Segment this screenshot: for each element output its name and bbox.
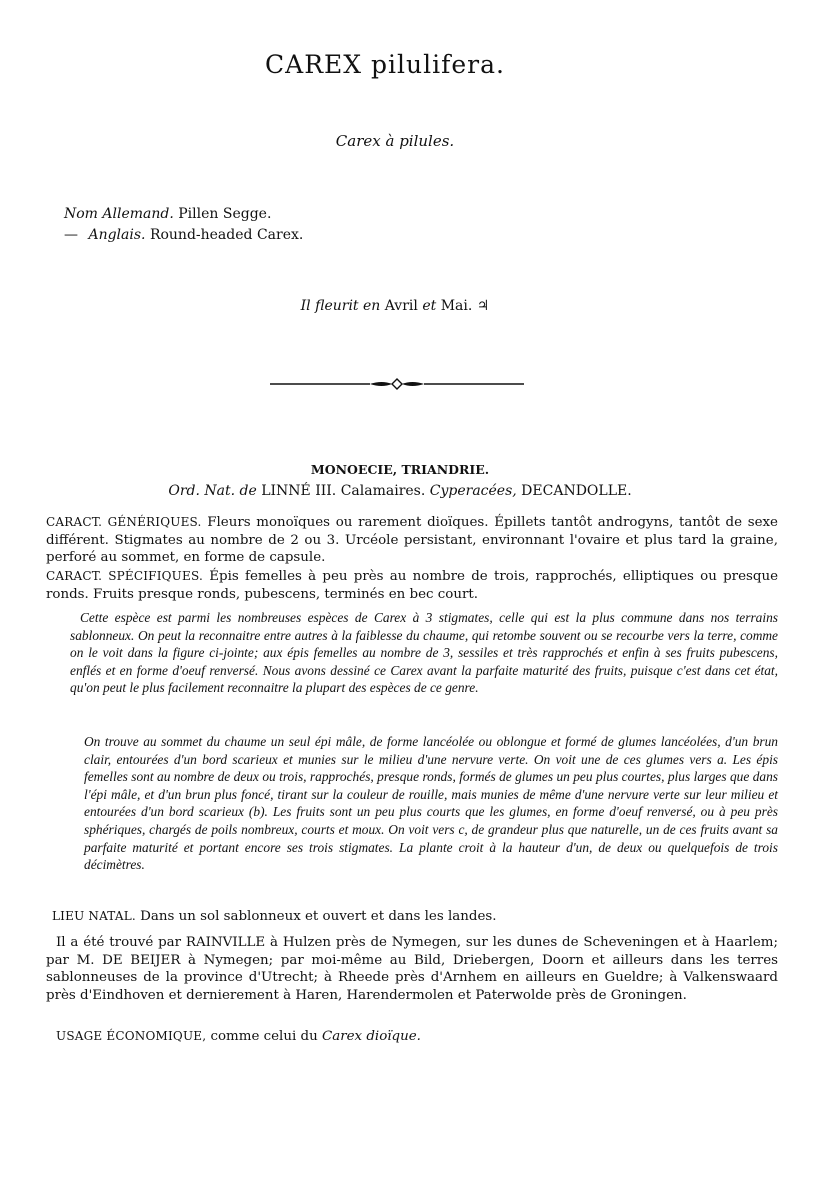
family-name: Cyperacées, — [429, 483, 517, 499]
page-title — [0, 50, 770, 79]
german-label: Nom Allemand. — [64, 206, 174, 222]
title-genus: CAREX — [265, 50, 363, 79]
native-habitat-label: LIEU NATAL. — [52, 909, 136, 923]
specific-characters-text: Épis femelles à peu près au nombre de trois, rapprochés, elliptiques ou presque ronds. Fruits presque ronds, pubescens, terminés en bec court. — [46, 569, 778, 602]
generic-characters-label: CARACT. GÉNÉRIQUES. — [46, 515, 202, 529]
flowering-conj: et — [422, 298, 437, 314]
economic-use-reference: Carex dioïque. — [321, 1029, 421, 1044]
decandolle-name: DECANDOLLE. — [521, 483, 632, 499]
subtitle: Carex à pilules. — [335, 132, 455, 150]
localities-paragraph: Il a été trouvé par RAINVILLE à Hulzen près de Nymegen, sur les dunes de Scheveningen et à Haarlem; par M. DE BEIJER à Nymegen; par moi-même au Bild, Driebergen, Doorn et ailleurs dans les terres sablonneuses de la province d'Utrecht; à Rheede près d'Arnhem en ailleurs en Gueldre; à Valkenswaard près d'Eindhoven et dernierement à Haren, Harendermolen et Paterwolde près de Groningen. — [46, 935, 778, 1003]
ord-de: de — [239, 483, 257, 499]
german-name-row — [64, 204, 303, 225]
generic-characters — [46, 514, 778, 567]
flowering-prefix: Il fleurit en — [300, 298, 381, 314]
economic-use-label: USAGE ÉCONOMIQUE, — [56, 1029, 207, 1043]
flowering-month1: Avril — [384, 298, 418, 314]
classification-line1 — [0, 462, 800, 477]
native-habitat-text: Dans un sol sablonneux et ouvert et dans les landes. — [140, 909, 497, 924]
linne-class: III. Calamaires. — [315, 483, 426, 499]
flowering-month2: Mai. — [440, 298, 473, 314]
german-value: Pillen Segge. — [178, 206, 272, 222]
specific-characters — [46, 568, 778, 603]
ornamental-divider — [270, 376, 524, 392]
description-paragraph-2: On trouve au sommet du chaume un seul épi mâle, de forme lancéolée ou oblongue et formé de glumes lancéolées, d'un brun clair, entourées d'un bord scarieux et munies sur le milieu d'une nervure verte. On voit une de ces glumes vers a. Les épis femelles sont au nombre de deux ou trois, rapprochés, presque ronds, formés de glumes un peu plus courtes, plus larges que dans l'épi mâle, et d'un brun plus foncé, tirant sur la couleur de rouille, mais munies de même d'une nervure verte sur leur milieu et entourées d'un bord scarieux (b). Les fruits sont un peu plus courts que les glumes, en forme d'oeuf renversé, ou à peu près sphériques, chargés de poils nombreux, courts et moux. On voit vers c, de grandeur plus que naturelle, un de ces fruits avant sa parfaite maturité et portant encore ses trois stigmates. La plante croit à la hauteur d'un, de deux ou quelquefois de trois décimètres. — [84, 734, 778, 873]
english-value: Round-headed Carex. — [149, 227, 304, 243]
economic-use-text: comme celui du — [210, 1029, 318, 1044]
perennial-symbol: ♃ — [476, 298, 490, 314]
ord-label: Ord. Nat. — [168, 483, 236, 499]
english-label: Anglais. — [88, 227, 146, 243]
english-name-row — [64, 225, 303, 246]
specific-characters-label: CARACT. SPÉCIFIQUES. — [46, 569, 203, 583]
title-species: pilulifera. — [371, 50, 505, 79]
classification-line2 — [0, 483, 800, 499]
english-dash: — — [64, 227, 78, 243]
description-paragraph-1: Cette espèce est parmi les nombreuses espèces de Carex à 3 stigmates, celle qui est la plus commune dans nos terrains sablonneux. On peut la reconnaitre entre autres à la faiblesse du chaume, qui retombe souvent ou se recourbe vers la terre, comme on le voit dans la figure ci-jointe; aux épis femelles au nombre de 3, sessiles et très rapprochés et enfin à ses fruits pubescens, enflés et en forme d'oeuf renversé. Nous avons dessiné ce Carex avant la parfaite maturité des fruits, puisque c'est dans cet état, qu'on peut le plus facilement reconnaitre la plupart des espèces de ce genre. — [70, 610, 778, 696]
flowering-line — [0, 298, 790, 314]
generic-characters-text: Fleurs monoïques ou rarement dioïques. Épillets tantôt androgyns, tantôt de sexe différent. Stigmates au nombre de 2 ou 3. Urcéole persistant, environnant l'ovaire et plus tard la graine, perforé au sommet, en forme de capsule. — [46, 515, 778, 566]
class-system: MONOECIE, TRIANDRIE. — [310, 462, 490, 477]
native-habitat — [52, 908, 784, 926]
economic-use — [56, 1028, 788, 1046]
common-names — [64, 204, 303, 246]
linne-name: LINNÉ — [261, 483, 311, 499]
